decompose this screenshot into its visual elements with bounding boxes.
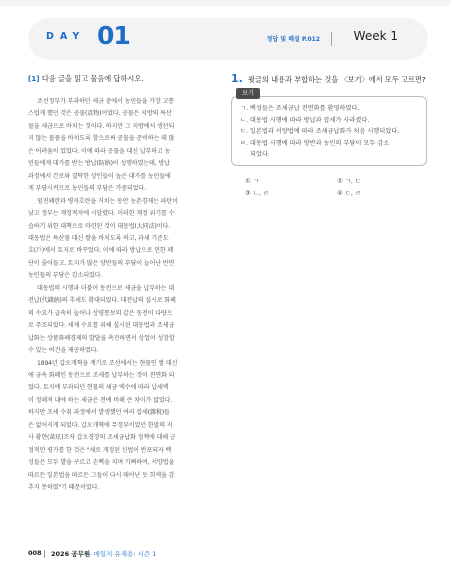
bogi-item-1: ㄱ. 백성들은 조세금납 전면화를 환영하였다.	[240, 105, 360, 112]
choice-1[interactable]: ① ㄱ	[245, 177, 259, 185]
question-1-number: 1.	[231, 72, 243, 85]
question-1-text: 윗글의 내용과 부합하는 것을 〈보기〉에서 모두 고르면?	[248, 75, 426, 84]
bogi-item-4: ㄹ. 대동법 시행에 따라 양반과 농민의 부담이 모두 감소 되었다.	[240, 139, 390, 158]
top-rule	[0, 0, 450, 6]
bogi-items	[240, 103, 422, 161]
choice-3[interactable]: ③ ㄴ, ㄹ	[245, 189, 270, 197]
footer-subtitle: — 매일지 유재용: 시즌 1	[85, 550, 157, 558]
footer-title: 2026 공무원	[51, 550, 91, 558]
page-number: 008	[28, 549, 42, 557]
header-divider	[331, 32, 332, 46]
question-prompt	[28, 74, 144, 84]
passage-paragraph-1: 조선정부가 부과하던 세금 중에서 농민들을 가장 고통 스럽게 했던 것은 공물(貢物)이었다. 공물은 지방의 특산 물을 세금으로 바치는 것이다. 하지만 그 지방에서 생산되 지 않는 물품을 바치도록 할으로써 공물을 준비하는 데 많 은 어려움이 있었다. 이에 따라 공물을 대신 납부하고 농 민들에게 대가를 받는 방납(防納)이 성행하였는데, 방납 과정에서 간로와 결탁한 상인들이 높은 대가를 농민들에 게 부당시켜므로 농민들의 부담은 가중되었다.	[28, 98, 175, 193]
reading-passage	[28, 96, 224, 495]
choice-4[interactable]: ④ ㄷ, ㄹ	[337, 189, 362, 197]
choice-2[interactable]: ② ㄱ, ㄷ	[337, 177, 362, 185]
passage-paragraph-3: 대동법의 시행과 더불어 동전으로 세금을 납부하는 대 전납(代錢納)의 추세도 확대되었다. 대전납의 실시로 화폐 의 수요가 급속히 늘어나 상평통보의 같은 동전이 다량으 로 주조되었다. 세제 수요를 위해 실시된 대동법과 조세금 납화는 상품화폐경제의 발달을 촉진하면서 상업이 성장할 수 있는 여건을 제공하였다.	[28, 284, 176, 355]
day-label: DAY	[46, 31, 86, 42]
bogi-item-2: ㄴ. 대동법 시행에 따라 방납과 잡세가 사라졌다.	[240, 116, 370, 124]
bogi-item-3: ㄷ. 일본법과 서양법에 따라 조세금납화가 처음 시행되었다.	[240, 128, 400, 135]
bogi-label: 보기	[236, 88, 260, 99]
question-prompt-text: 다음 글을 읽고 물음에 답하시오.	[41, 74, 144, 83]
week-label: Week 1	[353, 29, 398, 43]
footer-divider	[44, 550, 45, 558]
passage-paragraph-2: 임진왜란과 병자호란을 거치는 동안 농촌경제는 파탄이 났고 정부는 재정적자에 시달렸다. 이러한 재정 위기를 수 습하기 위한 대책으로 마련된 것이 대동법(大同法)이다. 대동법은 특산물 대신 쌀을 바치도록 하고, 과세 기준도 호(戶)에서 토지로 바꾸었다. 이에 따라 방납으로 인한 폐 단이 줄어들고, 토지가 많은 양반들의 부담이 늘어난 반면 농민들의 부담은 감소되었다.	[28, 197, 178, 280]
answer-reference: 정답 및 해설 P.012	[266, 36, 320, 43]
day-number: 01	[97, 21, 130, 50]
passage-paragraph-4: 1894년 갑오개혁을 계기로 조선에서는 현물인 쌀 대신 에 금속 화폐인 동전으로 조세를 납부하는 것이 전면화 되 었다. 토지에 부과되던 현물의 세금 액수에 따라 납세액 이 정해져 내야 하는 세금은 전에 비해 큰 차이가 없었다. 하지만 조세 수취 과정에서 발생했던 여러 잡세(雜稅)들 은 없어지게 되었다. 갑오개혁에 무정부이었던 한말의 지 사 황현(黃玹)조차 갑오경장의 조세금납화 정책에 대해 긍 정적인 평가를 한 것은 "새로 개정된 신법이 반포되자 백 성들은 모두 발을 구르고 손뼉을 치며 기뻐하여, 서양법을 따르든 일본법을 따르든 그들이 다시 태어난 듯 희색을 감 추지 못하였"기 때문이었다.	[28, 359, 178, 492]
day-header	[28, 18, 428, 60]
question-range: [1]	[28, 74, 40, 83]
